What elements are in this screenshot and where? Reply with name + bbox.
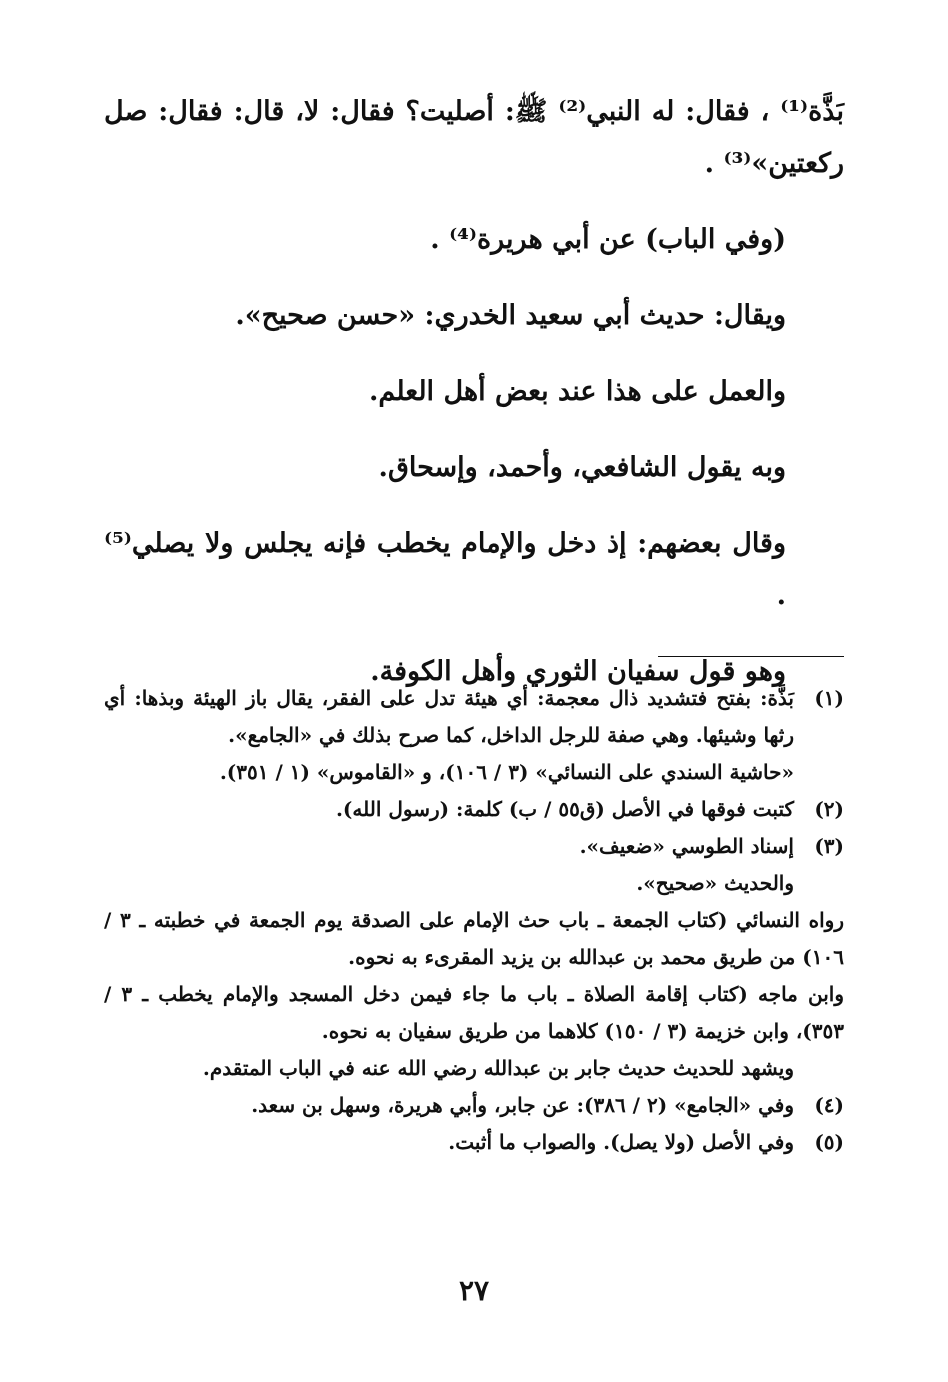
footnote-continuation: رواه النسائي (كتاب الجمعة ـ باب حث الإمام على الصدقة يوم الجمعة في خطبته ـ ٣ / ١٠٦) من طريق محمد بن عبدالله بن يزيد المقرىء به نحوه.	[104, 908, 844, 969]
footnote-number: (٥)	[814, 1130, 844, 1154]
paragraph-4: والعمل على هذا عند بعض أهل العلم.	[368, 376, 786, 407]
footnote-5	[104, 1124, 844, 1161]
footnote-number: (٢)	[814, 797, 844, 821]
paragraph-5: وبه يقول الشافعي، وأحمد، وإسحاق.	[378, 452, 786, 483]
paragraph-7: وهو قول سفيان الثوري وأهل الكوفة.	[370, 656, 786, 687]
footnote-number: (٤)	[814, 1093, 844, 1117]
footnote-3	[104, 828, 844, 865]
footnote-continuation: ويشهد للحديث حديث جابر بن عبدالله رضي الله عنه في الباب المتقدم.	[202, 1056, 794, 1080]
footnote-1	[104, 680, 844, 754]
footnote-continuation: «حاشية السندي على النسائي» (٣ / ١٠٦)، و «القاموس» (١ / ٣٥١).	[219, 760, 794, 784]
footnote-text: بَذَّة: بفتح فتشديد ذال معجمة: أي هيئة تدل على الفقر، يقال باز الهيئة وبذها: أي رثها وشيئها. وهي صفة للرجل الداخل، كما صرح بذلك في «الجامع».	[104, 686, 794, 747]
paragraph-3: ويقال: حديث أبي سعيد الخدري: «حسن صحيح».	[235, 300, 786, 331]
footnote-divider	[658, 656, 844, 657]
footnote-text: وفي «الجامع» (٢ / ٣٨٦): عن جابر، وأبي هريرة، وسهل بن سعد.	[251, 1093, 794, 1117]
paragraph-6: وقال بعضهم: إذ دخل والإمام يخطب فإنه يجلس ولا يصلي⁽⁵⁾ .	[104, 528, 786, 611]
footnotes	[104, 680, 844, 1161]
footnote-number: (٣)	[814, 834, 844, 858]
footnote-text: كتبت فوقها في الأصل (ق٥٥ / ب) كلمة: (رسول الله).	[335, 797, 794, 821]
footnote-text: وفي الأصل (ولا يصل). والصواب ما أثبت.	[448, 1130, 794, 1154]
paragraph-1: بَذَّة⁽¹⁾ ، فقال: له النبي⁽²⁾ ﷺ: أصليت؟ فقال: لا، قال: فقال: صل ركعتين»⁽³⁾ .	[104, 96, 844, 179]
footnote-number: (١)	[814, 686, 844, 710]
footnote-continuation: وابن ماجه (كتاب إقامة الصلاة ـ باب ما جاء فيمن دخل المسجد والإمام يخطب ـ ٣ / ٣٥٣)، وابن خزيمة (٣ / ١٥٠) كلاهما من طريق سفيان به نحوه.	[104, 982, 844, 1043]
footnote-text: إسناد الطوسي «ضعيف».	[579, 834, 794, 858]
footnote-4	[104, 1087, 844, 1124]
footnote-continuation: والحديث «صحيح».	[636, 871, 794, 895]
page-number: ٢٧	[458, 1274, 490, 1307]
paragraph-2: (وفي الباب) عن أبي هريرة⁽⁴⁾ .	[430, 224, 786, 255]
footnote-2	[104, 791, 844, 828]
main-text	[104, 86, 844, 698]
